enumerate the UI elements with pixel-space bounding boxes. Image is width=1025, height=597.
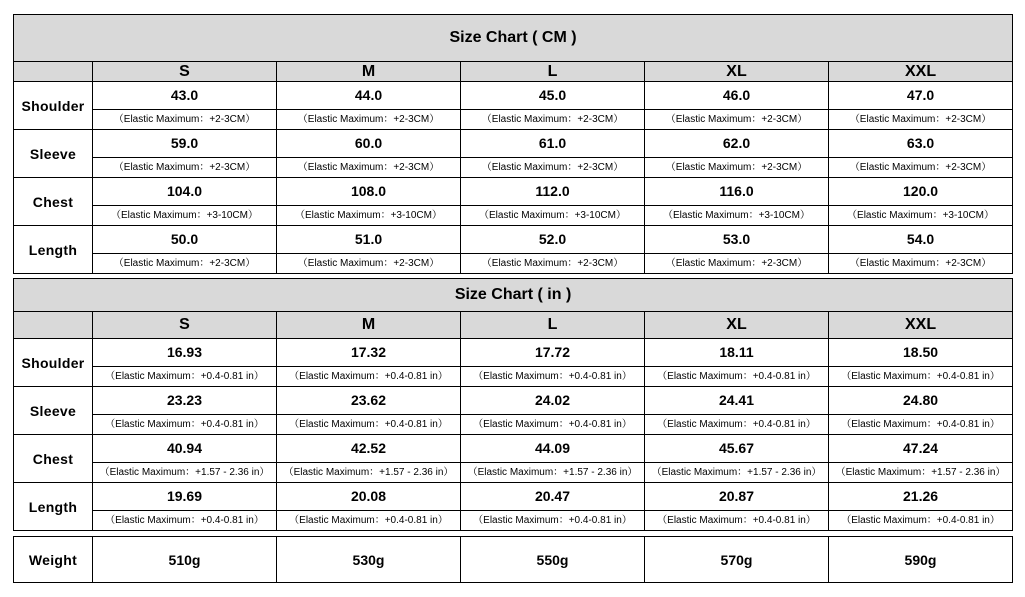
row-label: Sleeve [14,387,93,435]
measurement-value: 59.0 [170,135,199,151]
elastic-note: （Elastic Maximum：+2-3CM） [645,253,828,273]
header-blank-cell [14,62,93,82]
elastic-note: （Elastic Maximum：+0.4-0.81 in） [829,414,1012,434]
elastic-note: （Elastic Maximum：+2-3CM） [645,157,828,177]
elastic-note: （Elastic Maximum：+0.4-0.81 in） [93,510,276,530]
measurement-value: 20.08 [350,488,387,504]
elastic-note: （Elastic Maximum：+0.4-0.81 in） [93,366,276,386]
measurement-value: 54.0 [906,231,935,247]
weight-label: Weight [14,537,93,583]
elastic-note: （Elastic Maximum：+2-3CM） [461,253,644,273]
measurement-value: 24.41 [718,392,755,408]
size-header-xxl: XXL [829,312,1013,339]
elastic-note: （Elastic Maximum：+0.4-0.81 in） [645,510,828,530]
measurement-value: 24.02 [534,392,571,408]
measurement-cell [277,483,461,531]
measurement-row [14,82,1013,130]
measurement-row [14,435,1013,483]
elastic-note: （Elastic Maximum：+2-3CM） [829,109,1012,129]
elastic-note: （Elastic Maximum：+2-3CM） [645,109,828,129]
weight-value-xl: 570g [645,537,829,583]
size-chart-in-title: Size Chart ( in ) [14,279,1013,312]
size-chart-in-table [13,278,1013,531]
elastic-note: （Elastic Maximum：+0.4-0.81 in） [645,414,828,434]
elastic-note: （Elastic Maximum：+1.57 - 2.36 in） [277,462,460,482]
measurement-value: 18.11 [719,344,754,360]
elastic-note: （Elastic Maximum：+2-3CM） [461,157,644,177]
measurement-cell [277,178,461,226]
measurement-cell [461,387,645,435]
measurement-value: 104.0 [166,183,203,199]
measurement-cell [93,178,277,226]
row-label: Length [14,483,93,531]
elastic-note: （Elastic Maximum：+0.4-0.81 in） [93,414,276,434]
size-chart-cm-table [13,14,1013,274]
measurement-value: 120.0 [903,183,939,199]
measurement-row [14,178,1013,226]
measurement-value: 61.0 [538,135,567,151]
elastic-note: （Elastic Maximum：+1.57 - 2.36 in） [645,462,828,482]
measurement-cell [645,339,829,387]
measurement-value: 19.69 [166,488,203,504]
measurement-cell [829,178,1013,226]
measurement-cell [277,82,461,130]
weight-value-m: 530g [277,537,461,583]
elastic-note: （Elastic Maximum：+3-10CM） [645,205,828,225]
measurement-value: 43.0 [170,87,199,103]
elastic-note: （Elastic Maximum：+3-10CM） [93,205,276,225]
measurement-cell [645,483,829,531]
elastic-note: （Elastic Maximum：+3-10CM） [461,205,644,225]
size-header-xxl: XXL [829,62,1013,82]
measurement-row [14,130,1013,178]
size-header-l: L [461,62,645,82]
elastic-note: （Elastic Maximum：+1.57 - 2.36 in） [93,462,276,482]
elastic-note: （Elastic Maximum：+2-3CM） [461,109,644,129]
elastic-note: （Elastic Maximum：+2-3CM） [277,157,460,177]
measurement-cell [277,130,461,178]
measurement-value: 20.47 [534,488,571,504]
measurement-row [14,339,1013,387]
measurement-value: 52.0 [538,231,567,247]
row-label: Sleeve [14,130,93,178]
row-label: Length [14,226,93,274]
size-header-s: S [93,62,277,82]
measurement-value: 47.24 [903,440,939,456]
measurement-cell [277,226,461,274]
measurement-value: 116.0 [719,183,754,199]
elastic-note: （Elastic Maximum：+2-3CM） [277,109,460,129]
weight-value-l: 550g [461,537,645,583]
measurement-value: 46.0 [722,87,751,103]
measurement-cell [829,387,1013,435]
measurement-cell [645,178,829,226]
elastic-note: （Elastic Maximum：+0.4-0.81 in） [277,510,460,530]
weight-row [14,537,1013,583]
measurement-value: 23.62 [350,392,387,408]
elastic-note: （Elastic Maximum：+2-3CM） [829,253,1012,273]
measurement-value: 17.32 [350,344,387,360]
size-header-m: M [277,62,461,82]
row-label: Shoulder [14,339,93,387]
measurement-cell [829,435,1013,483]
measurement-row [14,226,1013,274]
measurement-cell [93,387,277,435]
measurement-value: 50.0 [170,231,199,247]
elastic-note: （Elastic Maximum：+0.4-0.81 in） [277,366,460,386]
measurement-cell [829,483,1013,531]
measurement-value: 20.87 [718,488,755,504]
elastic-note: （Elastic Maximum：+3-10CM） [829,205,1012,225]
measurement-cell [93,435,277,483]
measurement-value: 60.0 [354,135,383,151]
measurement-value: 16.93 [166,344,203,360]
elastic-note: （Elastic Maximum：+0.4-0.81 in） [461,414,644,434]
size-header-s: S [93,312,277,339]
elastic-note: （Elastic Maximum：+0.4-0.81 in） [461,366,644,386]
measurement-cell [645,82,829,130]
measurement-value: 18.50 [903,344,939,360]
measurement-value: 45.67 [718,440,755,456]
measurement-cell [829,226,1013,274]
elastic-note: （Elastic Maximum：+0.4-0.81 in） [277,414,460,434]
elastic-note: （Elastic Maximum：+0.4-0.81 in） [645,366,828,386]
measurement-cell [461,130,645,178]
elastic-note: （Elastic Maximum：+1.57 - 2.36 in） [829,462,1012,482]
size-chart-cm-title: Size Chart ( CM ) [14,15,1013,62]
measurement-value: 112.0 [535,183,570,199]
size-header-l: L [461,312,645,339]
measurement-value: 42.52 [350,440,387,456]
elastic-note: （Elastic Maximum：+2-3CM） [277,253,460,273]
weight-value-s: 510g [93,537,277,583]
measurement-row [14,387,1013,435]
elastic-note: （Elastic Maximum：+2-3CM） [829,157,1012,177]
row-label: Shoulder [14,82,93,130]
measurement-value: 40.94 [166,440,203,456]
measurement-cell [93,130,277,178]
measurement-cell [93,226,277,274]
measurement-value: 108.0 [350,183,387,199]
measurement-cell [461,483,645,531]
header-blank-cell [14,312,93,339]
measurement-cell [829,339,1013,387]
measurement-value: 51.0 [354,231,383,247]
measurement-row [14,483,1013,531]
measurement-cell [93,339,277,387]
measurement-cell [645,435,829,483]
size-header-xl: XL [645,62,829,82]
measurement-value: 47.0 [906,87,935,103]
measurement-cell [277,435,461,483]
measurement-cell [829,82,1013,130]
measurement-cell [93,82,277,130]
measurement-cell [93,483,277,531]
size-header-xl: XL [645,312,829,339]
measurement-cell [277,387,461,435]
measurement-value: 21.26 [903,488,939,504]
measurement-cell [461,435,645,483]
measurement-cell [645,387,829,435]
measurement-cell [461,339,645,387]
weight-value-xxl: 590g [829,537,1013,583]
measurement-value: 44.09 [534,440,571,456]
elastic-note: （Elastic Maximum：+2-3CM） [93,253,276,273]
measurement-cell [461,82,645,130]
weight-table [13,536,1013,583]
measurement-value: 24.80 [903,392,939,408]
size-header-m: M [277,312,461,339]
measurement-value: 17.72 [534,344,571,360]
measurement-cell [829,130,1013,178]
elastic-note: （Elastic Maximum：+0.4-0.81 in） [829,366,1012,386]
measurement-cell [461,226,645,274]
elastic-note: （Elastic Maximum：+2-3CM） [93,109,276,129]
measurement-value: 62.0 [722,135,751,151]
measurement-cell [645,226,829,274]
measurement-value: 63.0 [906,135,935,151]
measurement-cell [645,130,829,178]
measurement-value: 44.0 [354,87,383,103]
measurement-value: 53.0 [722,231,751,247]
elastic-note: （Elastic Maximum：+3-10CM） [277,205,460,225]
measurement-cell [277,339,461,387]
measurement-value: 23.23 [166,392,203,408]
elastic-note: （Elastic Maximum：+2-3CM） [93,157,276,177]
elastic-note: （Elastic Maximum：+0.4-0.81 in） [829,510,1012,530]
elastic-note: （Elastic Maximum：+0.4-0.81 in） [461,510,644,530]
elastic-note: （Elastic Maximum：+1.57 - 2.36 in） [461,462,644,482]
row-label: Chest [14,178,93,226]
row-label: Chest [14,435,93,483]
measurement-value: 45.0 [538,87,567,103]
measurement-cell [461,178,645,226]
